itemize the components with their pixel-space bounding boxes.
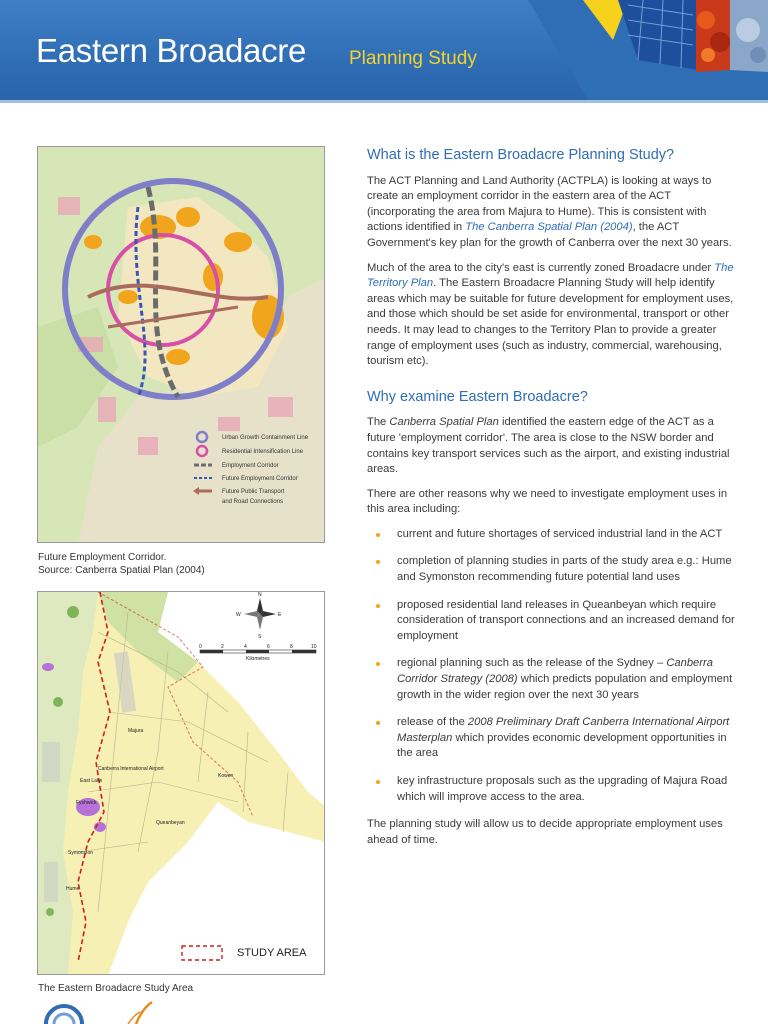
header-artwork — [468, 0, 768, 100]
map1-caption-title: Future Employment Corridor. — [38, 552, 167, 563]
study-area-map-graphic — [38, 592, 325, 975]
page-title: Eastern Broadacre — [36, 32, 307, 69]
list-item-text: release of the — [397, 716, 468, 729]
legend-employment: Employment Corridor — [222, 463, 279, 469]
section1-paragraph1 — [367, 174, 737, 252]
section1-p1-text-a: The ACT Planning and Land Authority (ACTPLA) is looking at ways to create an employment corridor in the eastern area of the ACT (incorporating the area from Majura to Hume). This is consistent with actions identified in — [367, 174, 712, 234]
place-kowen: Kowen — [218, 773, 234, 779]
actpla-logo-icon — [40, 1000, 160, 1024]
bullet-icon — [376, 604, 380, 608]
legend-transport: Future Public Transport — [222, 489, 285, 495]
list-item — [367, 598, 737, 645]
compass-n: N — [258, 592, 262, 598]
list-item-text: current and future shortages of serviced industrial land in the ACT — [397, 527, 723, 540]
list-item-text-b: which provides economic development opportunities in the area — [397, 731, 727, 760]
place-east-lake: East Lake — [80, 778, 103, 784]
scale-unit: Kilometres — [246, 656, 270, 662]
bullet-icon — [376, 662, 380, 666]
bullet-icon — [376, 721, 380, 725]
study-area-map — [37, 591, 325, 975]
legend-containment: Urban Growth Containment Line — [222, 435, 309, 441]
bullet-icon — [376, 780, 380, 784]
list-item — [367, 715, 737, 762]
map1-caption-source: Source: Canberra Spatial Plan (2004) — [38, 565, 205, 576]
section2-p1-text-b: identified the eastern edge of the ACT as a future 'employment corridor'. The area is close to the NSW border and contains key transport services such as the airport, and existing industrial areas. — [367, 416, 730, 476]
list-item — [367, 774, 737, 805]
place-fyshwick: Fyshwick — [76, 800, 97, 806]
list-item-text-b: which predicts population and employment growth in the wider region over the next 30 years — [397, 673, 733, 701]
bullet-icon — [376, 560, 380, 564]
scale-tick-8: 8 — [290, 644, 293, 650]
section2-paragraph2: There are other reasons why we need to investigate employment uses in this area including: — [367, 487, 728, 516]
section1-p1-text-b: , the ACT Government's key plan for the growth of Canberra over the next 30 years. — [367, 221, 732, 249]
scale-tick-0: 0 — [199, 644, 202, 650]
scale-tick-6: 6 — [267, 644, 270, 650]
bullet-icon — [376, 533, 380, 537]
list-item-emphasis: 2008 Preliminary Draft Canberra International Airport Masterplan — [397, 716, 730, 744]
place-hume: Hume — [66, 886, 80, 892]
list-item — [367, 656, 737, 703]
future-employment-corridor-map — [37, 146, 325, 543]
place-majura: Majura — [128, 728, 144, 734]
section2-paragraph1 — [367, 415, 737, 477]
compass-e: E — [278, 612, 282, 618]
reasons-list — [367, 527, 737, 805]
place-airport: Canberra International Airport — [98, 766, 164, 772]
article-body — [367, 148, 737, 857]
list-item — [367, 554, 737, 585]
section2-p1-emphasis: Canberra Spatial Plan — [389, 416, 499, 429]
territory-plan-link[interactable]: The Territory Plan — [367, 261, 734, 290]
page-subtitle: Planning Study — [349, 48, 477, 69]
map2-caption: The Eastern Broadacre Study Area — [38, 983, 194, 994]
section2-p1-text-a: The — [367, 416, 390, 429]
scale-tick-10: 10 — [311, 644, 317, 650]
place-symonston: Symonston — [68, 850, 94, 856]
closing-paragraph: The planning study will allow us to decide appropriate employment uses ahead of time. — [367, 818, 723, 846]
compass-w: W — [236, 612, 241, 618]
banner-stripe — [0, 100, 768, 103]
map1-caption — [38, 551, 205, 577]
study-area-legend-label: STUDY AREA — [237, 947, 307, 959]
section1-paragraph2 — [367, 261, 737, 370]
list-item-text: proposed residential land releases in Queanbeyan which require consideration of transport connections and an increased demand for employment — [397, 598, 735, 642]
list-item-text: key infrastructure proposals such as the upgrading of Majura Road which will improve access to the area. — [397, 775, 728, 803]
canberra-spatial-plan-link[interactable]: The Canberra Spatial Plan (2004) — [465, 221, 633, 234]
section1-heading: What is the Eastern Broadacre Planning Study? — [367, 147, 675, 163]
list-item — [367, 527, 737, 543]
section1-p2-text-b: . The Eastern Broadacre Planning Study will help identify areas which may be suitable for future development for employment uses, and those which should be set aside for environmental, transport or other needs. It may lead to changes to the Territory Plan to provide a greater range of employment uses (such as industry, commercial, warehousing, tourism etc). — [367, 277, 734, 368]
section1-p2-text-a: Much of the area to the city's east is currently zoned Broadacre under — [367, 261, 715, 274]
compass-s: S — [258, 634, 262, 640]
list-item-text: completion of planning studies in parts of the study area e.g.: Hume and Symonston recommending future potential land uses — [397, 555, 732, 584]
scale-tick-4: 4 — [244, 644, 247, 650]
scale-tick-2: 2 — [221, 644, 224, 650]
corridor-map-graphic — [38, 147, 325, 543]
list-item-text: regional planning such as the release of the Sydney – — [397, 657, 667, 670]
legend-transport-2: and Road Connections — [222, 499, 284, 505]
header-banner — [0, 0, 768, 103]
legend-future-employment: Future Employment Corridor — [222, 476, 298, 482]
legend-residential: Residential Intensification Line — [222, 449, 304, 455]
section2-heading: Why examine Eastern Broadacre? — [367, 388, 588, 405]
place-queanbeyan: Queanbeyan — [156, 820, 185, 826]
list-item-emphasis: Canberra Corridor Strategy (2008) — [397, 657, 713, 686]
